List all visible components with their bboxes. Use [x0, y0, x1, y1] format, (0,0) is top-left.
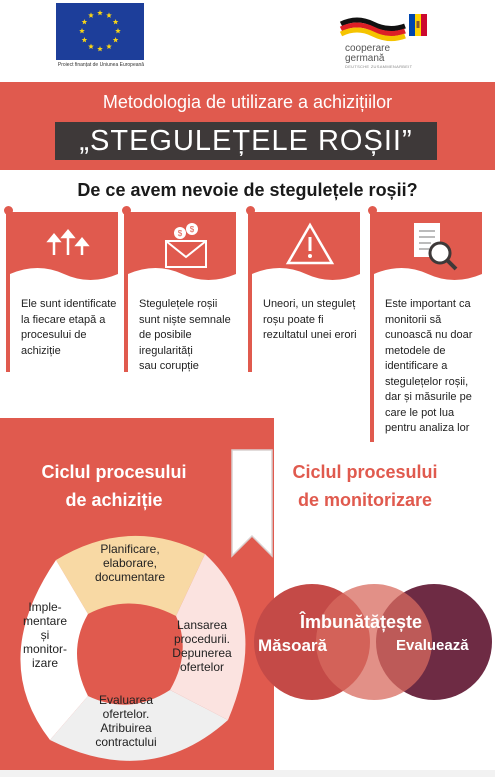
partner-line3: DEUTSCHE ZUSAMMENARBEIT — [345, 64, 413, 69]
eu-flag-logo — [56, 3, 144, 60]
flag-text-line: la fiecare etapă a — [21, 313, 106, 326]
flag-text-line: monitorii să — [385, 313, 442, 326]
implementation-line5: izare — [31, 656, 58, 670]
flag-text-line: Uneori, un steguleț — [263, 298, 356, 310]
flag-text-line: Stegulețele roșii — [139, 298, 218, 310]
german-moldovan-flag-icon — [337, 12, 433, 42]
flag-text — [385, 297, 489, 437]
eu-star-icon — [106, 12, 112, 17]
evaluation-line1: Evaluarea — [98, 693, 154, 707]
eu-star-icon — [97, 10, 103, 15]
eu-caption: Proiect finanțat de Uniunea Europeană — [57, 62, 145, 68]
flag-text-line: sunt niște semnale — [139, 313, 231, 326]
venn-label-measure: Măsoară — [258, 636, 327, 655]
eu-star-icon — [82, 37, 88, 42]
flag-text-line: dar și măsurile pe — [385, 391, 472, 403]
implementation-line1: Imple- — [28, 600, 62, 614]
flag-text — [139, 297, 243, 375]
planning-line1: Planificare, — [100, 542, 160, 556]
flag-text-line: sau corupție — [139, 360, 199, 372]
procurement-cycle-title — [14, 458, 214, 514]
flag-text-line: pentru analiza lor — [385, 422, 470, 434]
evaluation-line2: ofertelor. — [102, 707, 150, 721]
evaluation-line3: Atribuirea — [100, 721, 152, 735]
flag-text — [21, 297, 125, 359]
svg-text:$: $ — [189, 225, 195, 234]
segment-planning-label — [84, 542, 176, 584]
procurement-title-line1: Ciclul procesului — [41, 462, 187, 482]
implementation-line4: monitor- — [22, 642, 67, 656]
flag-text-line: rezultatul unei erori — [263, 329, 357, 341]
footer-strip — [0, 770, 495, 777]
red-flag — [252, 212, 360, 286]
cycle-center — [78, 604, 178, 704]
segment-evaluation-label — [76, 693, 176, 749]
eu-star-icon — [82, 19, 88, 24]
eu-star-icon — [97, 46, 103, 51]
red-flag — [374, 212, 482, 286]
eu-star-icon — [113, 37, 119, 42]
flag-text-line: de posibile — [139, 329, 192, 341]
launch-line1: Lansarea — [176, 618, 228, 632]
banner-subtitle: Metodologia de utilizare a achizițiilor — [102, 92, 393, 112]
planning-line2: elaborare, — [102, 556, 158, 570]
monitoring-title-line2: de monitorizare — [297, 490, 433, 510]
eu-star-icon — [88, 44, 94, 49]
launch-line3: Depunerea — [172, 646, 232, 660]
flag-text-line: metodele de — [385, 344, 446, 357]
flag-text-line: care le pot lua — [385, 406, 455, 419]
venn-label-improve: Îmbunătățește — [300, 612, 423, 632]
flag-text-line: Ele sunt identificate — [21, 298, 117, 310]
procurement-title-line2: de achiziție — [65, 490, 163, 510]
monitoring-title-line1: Ciclul procesului — [292, 462, 438, 482]
flag-text-line: stegulețelor roșii, — [385, 375, 469, 388]
red-flag — [128, 212, 236, 286]
flag-text-line: procesului de — [21, 329, 87, 341]
partner-line2: germană — [345, 53, 385, 64]
flag-text-line: Este important ca — [385, 298, 471, 310]
banner-title: „STEGULEȚELE ROȘII” — [79, 125, 413, 157]
section-question: De ce avem nevoie de stegulețele roșii? — [77, 180, 418, 200]
flag-text-line: identificare a — [385, 360, 448, 372]
planning-line3: documentare — [94, 570, 166, 584]
implementation-line2: mentare — [22, 614, 68, 628]
monitoring-cycle-title — [262, 458, 468, 514]
eu-star-icon — [88, 12, 94, 17]
flag-text-line: iregularități — [139, 344, 193, 357]
eu-star-icon — [79, 28, 85, 33]
launch-line4: ofertelor — [179, 660, 225, 674]
segment-implementation-label — [14, 600, 76, 670]
partner-line1: cooperare — [345, 43, 391, 54]
eu-star-icon — [113, 19, 119, 24]
svg-text:$: $ — [177, 229, 183, 238]
launch-line2: procedurii. — [173, 632, 231, 646]
red-flag — [10, 212, 118, 286]
eu-star-icon — [106, 44, 112, 49]
eu-star-icon — [115, 28, 121, 33]
flag-text-line: achiziție — [21, 344, 61, 357]
flag-text-line: roșu poate fi — [263, 313, 324, 326]
eu-stars-icon — [56, 3, 144, 60]
flag-text — [263, 297, 367, 344]
venn-label-evaluate: Evaluează — [396, 637, 469, 654]
implementation-line3: și — [40, 628, 50, 642]
evaluation-line4: contractului — [95, 735, 157, 749]
flag-text-line: cunoască nu doar — [385, 329, 473, 341]
segment-launch-label — [166, 618, 238, 674]
